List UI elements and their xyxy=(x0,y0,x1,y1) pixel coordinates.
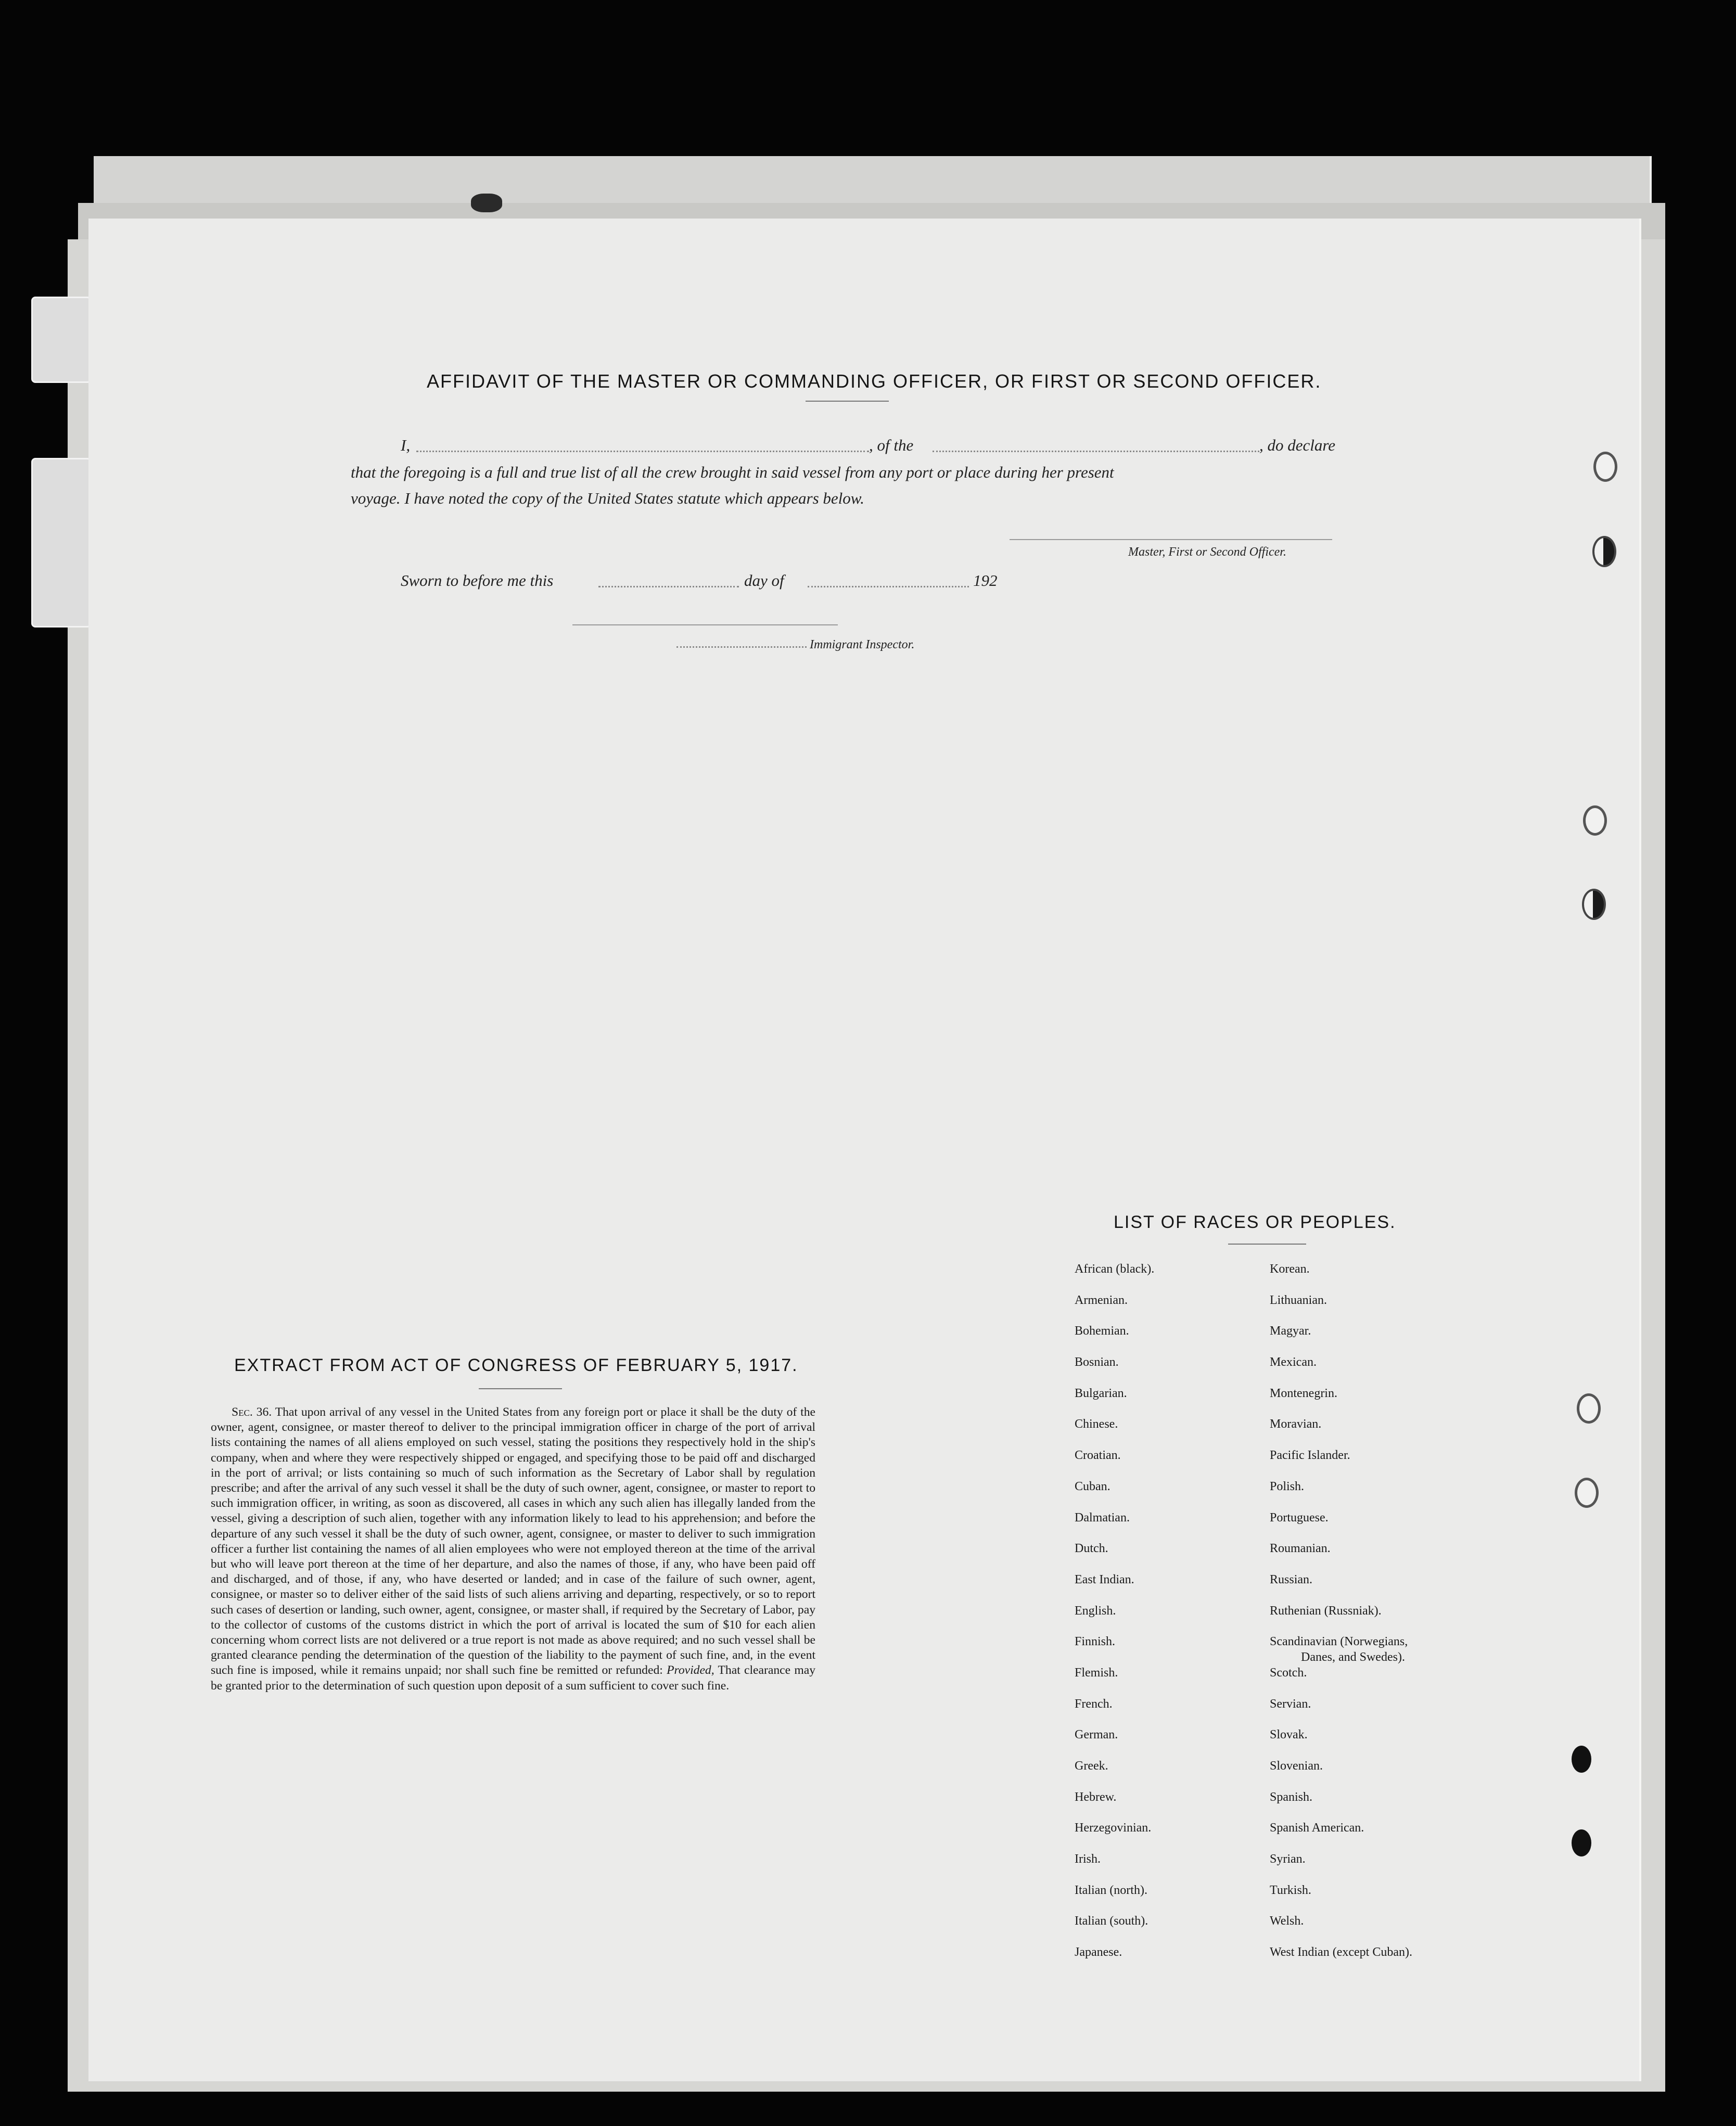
race-item: Servian. xyxy=(1270,1697,1311,1711)
extract-title: EXTRACT FROM ACT OF CONGRESS OF FEBRUARY 5, 1917. xyxy=(234,1355,798,1375)
race-item: French. xyxy=(1075,1697,1113,1711)
vessel-blank xyxy=(933,451,1259,452)
race-item: Portuguese. xyxy=(1270,1510,1329,1525)
race-item: Herzegovinian. xyxy=(1075,1821,1152,1835)
race-item: Roumanian. xyxy=(1270,1542,1331,1556)
section-text-part2: That clearance may be granted prior to the determination of such question upon deposit of a sum sufficient to cover such fine. xyxy=(211,1663,815,1693)
race-item: Armenian. xyxy=(1075,1293,1128,1307)
race-item: African (black). xyxy=(1075,1262,1155,1276)
race-item: Magyar. xyxy=(1270,1324,1311,1338)
race-item: Slovenian. xyxy=(1270,1759,1323,1773)
affidavit-line1-declare: , do declare xyxy=(1259,436,1336,454)
race-item: Montenegrin. xyxy=(1270,1386,1337,1400)
races-rule xyxy=(1228,1244,1306,1245)
affidavit-title: AFFIDAVIT OF THE MASTER OR COMMANDING OFFICER, OR FIRST OR SECOND OFFICER. xyxy=(427,370,1322,392)
race-item: Slovak. xyxy=(1270,1728,1308,1742)
race-item: Chinese. xyxy=(1075,1417,1118,1431)
master-label: Master, First or Second Officer. xyxy=(1128,545,1286,559)
section-text-part1: That upon arrival of any vessel in the United States from any foreign port or place it shall be the duty of the owner, agent, consignee, or master thereof to deliver to the principal immigration officer in charge of the port of arrival lists containing the names of all aliens employed on such vessel, stating the positions they respectively hold in the ship's company, when and where they were respectively shipped or engaged, and specifying those to be paid off and discharged in the port of arrival; or lists containing so much of such information as the Secretary of Labor shall by regulation prescribe; and after the arrival of any such vessel it shall be the duty of such owner, agent, consignee, or master to report to such immigration officer, in writing, as soon as discovered, all cases in which any such alien has illegally landed from the vessel, giving a description of such alien, together with any information likely to lead to his apprehension; and before the departure of any such vessel it shall be the duty of such owner, agent, consignee, or master to deliver to such immigration officer a further list containing the names of all alien employees who were not employed thereon at the time of the arrival but who will leave port thereon at the time of her departure, and also the names of those, if any, who have been paid off and discharged, and of those, if any, who have deserted or landed; and in case of the failure of such owner, agent, consignee, or master so to deliver either of the said lists of such aliens arriving and departing, respectively, or so to report such cases of desertion or landing, such owner, agent, consignee, or master shall, if required by the Secretary of Labor, pay to the collector of customs of the customs district in which the port of arrival is located the sum of $10 for each alien concerning whom correct lists are not delivered or a true report is not made as above required; and no such vessel shall be granted clearance pending the determination of the question of the liability to the payment of such fine, and, in the event such fine is imposed, while it remains unpaid; nor shall such fine be remitted or refunded: xyxy=(211,1405,815,1677)
extract-rule xyxy=(479,1388,562,1389)
sworn-prefix: Sworn to before me this xyxy=(401,571,554,590)
race-item: Hebrew. xyxy=(1075,1790,1117,1804)
affidavit-line1-i: I, xyxy=(401,436,411,454)
title-rule xyxy=(806,401,889,402)
race-item: Spanish American. xyxy=(1270,1821,1364,1835)
affidavit-line2: that the foregoing is a full and true list of all the crew brought in said vessel from any port or place during her present xyxy=(351,463,1114,481)
race-item: Pacific Islander. xyxy=(1270,1449,1350,1463)
master-signature-line xyxy=(1010,539,1332,540)
race-item: Spanish. xyxy=(1270,1790,1313,1804)
race-item: Welsh. xyxy=(1270,1914,1304,1928)
race-item: Finnish. xyxy=(1075,1635,1116,1649)
sworn-day-of: day of xyxy=(744,571,784,590)
race-item: German. xyxy=(1075,1728,1118,1742)
sworn-month-blank xyxy=(808,586,969,587)
race-item-scandinavian xyxy=(1270,1634,1412,1665)
race-item: Dutch. xyxy=(1075,1542,1108,1556)
race-item-text: Scandinavian (Norwegians, xyxy=(1270,1635,1408,1649)
race-item: Russian. xyxy=(1270,1572,1313,1586)
race-item: Croatian. xyxy=(1075,1449,1121,1463)
race-item: Japanese. xyxy=(1075,1945,1122,1959)
race-item: Turkish. xyxy=(1270,1883,1311,1897)
race-item: English. xyxy=(1075,1604,1116,1618)
race-item: Bosnian. xyxy=(1075,1355,1119,1369)
race-item: Flemish. xyxy=(1075,1666,1118,1680)
race-item: Italian (north). xyxy=(1075,1883,1147,1897)
race-item: Cuban. xyxy=(1075,1479,1110,1493)
race-item: Lithuanian. xyxy=(1270,1293,1327,1307)
affidavit-line1-of-the: , of the xyxy=(869,436,914,454)
race-item: Bulgarian. xyxy=(1075,1386,1127,1400)
races-left-column xyxy=(1075,1261,1154,1976)
name-blank xyxy=(416,451,869,452)
race-item: Bohemian. xyxy=(1075,1324,1129,1338)
races-title: LIST OF RACES OR PEOPLES. xyxy=(1114,1212,1396,1232)
races-right-column xyxy=(1270,1261,1412,1976)
race-item: Moravian. xyxy=(1270,1417,1322,1431)
race-item: Irish. xyxy=(1075,1852,1101,1866)
race-item: Polish. xyxy=(1270,1479,1305,1493)
sworn-year: 192 xyxy=(973,571,998,590)
race-item: Scotch. xyxy=(1270,1666,1307,1680)
inspector-label: Immigrant Inspector. xyxy=(810,638,915,651)
inspector-signature-blank xyxy=(676,646,807,648)
race-item: Korean. xyxy=(1270,1262,1310,1276)
race-item: Ruthenian (Russniak). xyxy=(1270,1604,1382,1618)
race-item: Italian (south). xyxy=(1075,1914,1148,1928)
section-label: Sec. 36. xyxy=(232,1405,272,1419)
inspector-line-top xyxy=(572,624,838,625)
race-item: Dalmatian. xyxy=(1075,1510,1130,1525)
race-item: Mexican. xyxy=(1270,1355,1317,1369)
extract-body xyxy=(211,1405,815,1694)
race-item: Greek. xyxy=(1075,1759,1108,1773)
sworn-day-blank xyxy=(598,586,739,587)
affidavit-line3: voyage. I have noted the copy of the United States statute which appears below. xyxy=(351,489,864,507)
race-item: Syrian. xyxy=(1270,1852,1306,1866)
race-item-subline: Danes, and Swedes). xyxy=(1301,1650,1405,1664)
race-item: East Indian. xyxy=(1075,1572,1134,1586)
race-item: West Indian (except Cuban). xyxy=(1270,1945,1412,1959)
provided-label: Provided, xyxy=(667,1663,714,1677)
